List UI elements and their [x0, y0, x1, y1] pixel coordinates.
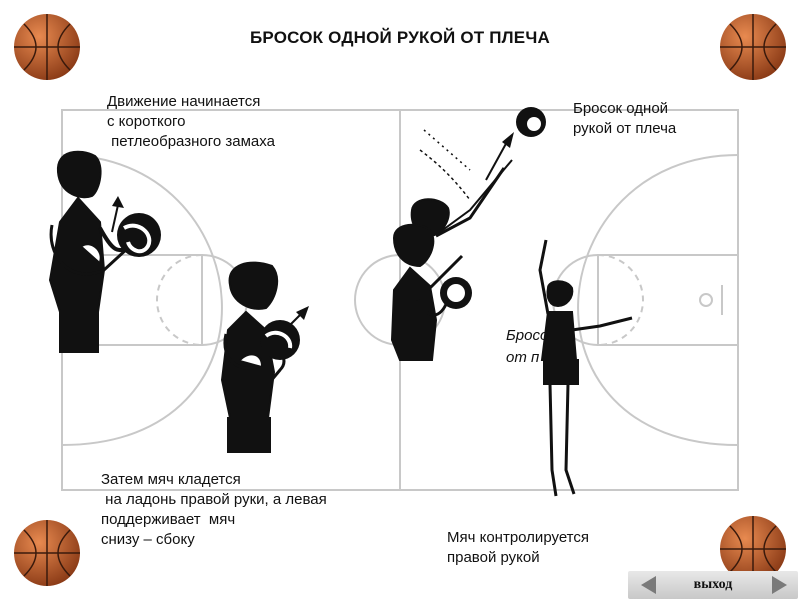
caption-shot-one-hand: Бросок одной рукой от плеча [573, 100, 677, 137]
court-label-line1: Бросо [506, 327, 549, 344]
player-figure-1 [50, 152, 132, 352]
arrow-3 [486, 140, 508, 180]
court-label-line2: от п [506, 349, 540, 366]
slide-navigation-bar [628, 571, 798, 599]
arrow-1 [112, 205, 118, 232]
caption-ball-control: Мяч контролируется правой рукой [447, 529, 589, 566]
basketball-icon [12, 518, 82, 588]
caption-motion-start: Движение начинается с короткого петлеобразного замаха [107, 93, 275, 150]
slide-title: БРОСОК ОДНОЙ РУКОЙ ОТ ПЛЕЧА [250, 28, 550, 47]
arrow-left-icon[interactable] [638, 574, 660, 596]
basketball-icon [12, 12, 82, 82]
caption-ball-on-palm: Затем мяч кладется на ладонь правой руки, а левая поддерживает мяч снизу – сбоку [101, 471, 327, 548]
ball-figure-2 [260, 320, 300, 360]
basketball-icon [718, 12, 788, 82]
exit-button[interactable]: выход [693, 577, 733, 592]
player-figure-4 [540, 240, 632, 496]
arrow-right-icon[interactable] [768, 574, 790, 596]
